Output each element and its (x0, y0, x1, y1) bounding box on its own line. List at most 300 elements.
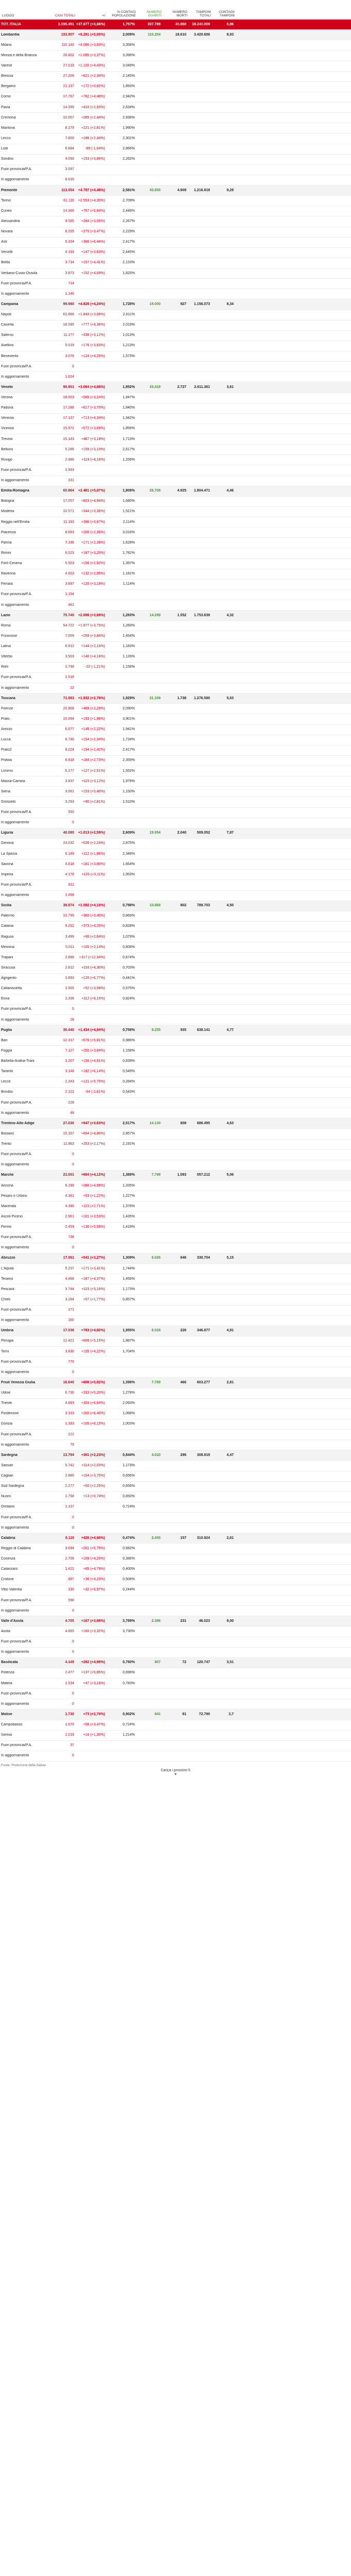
delta-cell: +159 (+3,10%) (81, 447, 105, 451)
province-row[interactable] (0, 1440, 351, 1450)
cases-cell: 0 (72, 1163, 74, 1167)
province-row[interactable] (0, 787, 351, 797)
region-row[interactable] (0, 1171, 351, 1181)
header-ratio[interactable]: CONTAGI/ TAMPONI (219, 10, 235, 18)
cases-cell: 3.061 (65, 789, 74, 793)
province-row[interactable] (0, 351, 351, 362)
province-row[interactable] (0, 911, 351, 922)
province-row[interactable] (0, 72, 351, 82)
cases-cell: 90.901 (63, 385, 74, 389)
place-cell: Avellino (1, 344, 14, 348)
province-row[interactable] (0, 1482, 351, 1492)
province-row[interactable] (0, 165, 351, 175)
province-row[interactable] (0, 403, 351, 414)
place-cell: Torino (1, 198, 11, 202)
delta-cell: -89 (-1,04%) (85, 147, 105, 151)
pct-cell: 0,724% (122, 1505, 135, 1509)
province-row[interactable] (0, 559, 351, 569)
province-row[interactable] (0, 1077, 351, 1088)
province-row[interactable] (0, 1554, 351, 1565)
region-row[interactable] (0, 1450, 351, 1461)
place-cell: Pesaro e Urbino (1, 1194, 27, 1198)
province-row[interactable] (0, 1005, 351, 1015)
province-row[interactable] (0, 50, 351, 61)
header-deaths[interactable]: NUMERO MORTI (172, 10, 187, 18)
pct-cell: 0,474% (122, 1536, 135, 1540)
deaths-cell: 4.925 (177, 489, 186, 493)
province-row[interactable] (0, 984, 351, 994)
region-row[interactable] (0, 1326, 351, 1336)
province-row[interactable] (0, 1502, 351, 1513)
province-row[interactable] (0, 963, 351, 973)
pct-cell: 1,680% (122, 499, 135, 503)
province-row[interactable] (0, 569, 351, 580)
pct-cell: 1,114% (122, 582, 135, 586)
delta-cell: +104 (+3,75%) (81, 1474, 105, 1478)
province-row[interactable] (0, 434, 351, 445)
cases-cell: 13.794 (63, 1453, 74, 1457)
province-row[interactable] (0, 320, 351, 331)
place-cell: Umbria (1, 1329, 14, 1333)
pct-cell: 2,301% (122, 136, 135, 140)
pct-cell: 1,990% (122, 126, 135, 130)
pct-cell: 1,158% (122, 665, 135, 669)
region-row[interactable] (0, 1025, 351, 1036)
province-row[interactable] (0, 642, 351, 652)
province-row[interactable] (0, 424, 351, 434)
ratio-cell: 2,81 (226, 1380, 234, 1384)
delta-cell: +762 (+4,48%) (81, 95, 105, 99)
cases-cell: 3.873 (65, 271, 74, 275)
header-delta[interactable]: +/- (102, 14, 106, 18)
province-row[interactable] (0, 1223, 351, 1233)
province-row[interactable] (0, 289, 351, 299)
delta-cell: +284 (+3,05%) (81, 219, 105, 223)
cases-cell: 770 (68, 1360, 74, 1364)
province-row[interactable] (0, 1523, 351, 1533)
province-row[interactable] (0, 600, 351, 611)
province-row[interactable] (0, 1067, 351, 1077)
place-cell: In aggiornamento (1, 1318, 29, 1323)
province-row[interactable] (0, 1399, 351, 1409)
region-row[interactable] (0, 1118, 351, 1129)
province-row[interactable] (0, 1648, 351, 1658)
province-row[interactable] (0, 1357, 351, 1367)
region-row[interactable] (0, 185, 351, 196)
province-row[interactable] (0, 652, 351, 663)
province-row[interactable] (0, 258, 351, 268)
region-row[interactable] (0, 901, 351, 911)
province-row[interactable] (0, 663, 351, 673)
province-row[interactable] (0, 1409, 351, 1419)
cases-cell: 17.137 (63, 416, 74, 420)
province-row[interactable] (0, 517, 351, 528)
place-cell: Brindisi (1, 1090, 13, 1094)
header-cases[interactable]: CASI TOTALI (55, 14, 75, 18)
pct-cell: 0,869% (122, 914, 135, 918)
province-row[interactable] (0, 839, 351, 849)
province-row[interactable] (0, 341, 351, 351)
province-row[interactable] (0, 859, 351, 870)
province-row[interactable] (0, 1461, 351, 1471)
province-row[interactable] (0, 1347, 351, 1357)
province-row[interactable] (0, 133, 351, 144)
province-row[interactable] (0, 1015, 351, 1025)
place-cell: Asti (1, 240, 7, 244)
delta-cell: +200 (+2,36%) (81, 530, 105, 534)
province-row[interactable] (0, 1668, 351, 1679)
province-row[interactable] (0, 155, 351, 165)
province-row[interactable] (0, 714, 351, 724)
province-row[interactable] (0, 922, 351, 932)
province-row[interactable] (0, 455, 351, 465)
cases-cell: 11.193 (63, 520, 74, 524)
province-row[interactable] (0, 1264, 351, 1274)
cases-cell: 7.336 (65, 540, 74, 545)
province-row[interactable] (0, 880, 351, 890)
pct-cell: 0,682% (122, 1546, 135, 1550)
province-row[interactable] (0, 953, 351, 963)
recovered-cell: 26.708 (149, 489, 161, 493)
province-row[interactable] (0, 580, 351, 590)
province-row[interactable] (0, 1274, 351, 1284)
ratio-cell: 5,15 (226, 1256, 234, 1260)
province-row[interactable] (0, 1046, 351, 1056)
province-row[interactable] (0, 268, 351, 279)
delta-cell: +676 (+5,81%) (81, 1038, 105, 1042)
province-row[interactable] (0, 1565, 351, 1575)
province-row[interactable] (0, 1513, 351, 1523)
province-row[interactable] (0, 144, 351, 155)
pct-cell: 1,521% (122, 510, 135, 514)
cases-cell: 0 (72, 821, 74, 825)
pct-cell: 0,696% (122, 1671, 135, 1675)
region-row[interactable] (0, 1378, 351, 1388)
tests-cell: 1.804.471 (194, 489, 210, 493)
region-row[interactable] (0, 611, 351, 621)
cases-cell: 6.677 (65, 727, 74, 732)
province-row[interactable] (0, 248, 351, 258)
province-row[interactable] (0, 1637, 351, 1648)
province-row[interactable] (0, 1699, 351, 1709)
province-row[interactable] (0, 40, 351, 50)
place-cell: Bolzano (1, 1131, 14, 1136)
region-row[interactable] (0, 1533, 351, 1544)
pct-cell: 1,852% (122, 385, 135, 389)
place-cell: Campania (1, 302, 19, 306)
province-row[interactable] (0, 1243, 351, 1253)
province-row[interactable] (0, 1471, 351, 1482)
province-row[interactable] (0, 1419, 351, 1430)
province-row[interactable] (0, 113, 351, 123)
province-row[interactable] (0, 476, 351, 486)
province-row[interactable] (0, 123, 351, 133)
place-cell: Viterbo (1, 655, 13, 659)
province-row[interactable] (0, 1626, 351, 1637)
delta-cell: +167 (+3,68%) (81, 1619, 105, 1623)
place-cell: Prato2 (1, 748, 12, 752)
province-row[interactable] (0, 1596, 351, 1606)
province-row[interactable] (0, 1295, 351, 1305)
pct-cell: 0,244% (122, 1588, 135, 1592)
province-row[interactable] (0, 196, 351, 206)
place-cell: Brescia (1, 74, 13, 78)
ratio-cell: 5,63 (226, 696, 234, 700)
province-row[interactable] (0, 818, 351, 828)
province-row[interactable] (0, 704, 351, 714)
pct-cell: 0,806% (122, 945, 135, 949)
header-recovered[interactable]: NUMERO GUARITI (147, 10, 162, 18)
province-row[interactable] (0, 1751, 351, 1761)
province-row[interactable] (0, 465, 351, 476)
province-row[interactable] (0, 175, 351, 185)
province-row[interactable] (0, 331, 351, 341)
recovered-cell: 7.798 (151, 1173, 161, 1177)
delta-cell: +608 (+5,02%) (81, 1380, 105, 1384)
cases-cell: 461 (68, 603, 74, 607)
province-row[interactable] (0, 1689, 351, 1699)
delta-cell: +13 (+0,74%) (83, 1495, 105, 1499)
recovered-cell: 21.109 (149, 696, 161, 700)
province-row[interactable] (0, 797, 351, 807)
province-row[interactable] (0, 1181, 351, 1191)
province-row[interactable] (0, 61, 351, 72)
place-cell: Bergamo (1, 84, 16, 89)
province-row[interactable] (0, 1606, 351, 1616)
cases-cell: 598 (68, 1598, 74, 1602)
delta-cell: +127 (+2,51%) (81, 769, 105, 773)
province-row[interactable] (0, 82, 351, 92)
province-row[interactable] (0, 445, 351, 455)
cases-cell: 27.206 (63, 74, 74, 78)
province-row[interactable] (0, 590, 351, 600)
region-row[interactable] (0, 1253, 351, 1264)
province-row[interactable] (0, 1367, 351, 1378)
province-row[interactable] (0, 808, 351, 818)
province-row[interactable] (0, 776, 351, 787)
province-row[interactable] (0, 1575, 351, 1585)
province-row[interactable] (0, 1150, 351, 1160)
province-row[interactable] (0, 974, 351, 984)
province-row[interactable] (0, 1057, 351, 1067)
cases-cell: 3.333 (65, 1412, 74, 1416)
province-row[interactable] (0, 1088, 351, 1098)
region-row[interactable] (0, 1709, 351, 1720)
province-row[interactable] (0, 216, 351, 227)
province-row[interactable] (0, 756, 351, 766)
province-row[interactable] (0, 1731, 351, 1741)
province-row[interactable] (0, 548, 351, 558)
cases-cell: 61.866 (63, 313, 74, 317)
province-row[interactable] (0, 1336, 351, 1347)
province-row[interactable] (0, 1098, 351, 1108)
cases-cell: 4.178 (65, 872, 74, 876)
place-cell: Sud Sardegna (1, 1484, 24, 1488)
delta-cell: +50 (+2,25%) (83, 1484, 105, 1488)
province-row[interactable] (0, 1140, 351, 1150)
pct-cell: 1,942% (122, 416, 135, 420)
place-cell: Lecce (1, 1080, 11, 1084)
province-row[interactable] (0, 683, 351, 693)
place-cell: Vicenza (1, 427, 14, 431)
province-row[interactable] (0, 1233, 351, 1243)
pct-cell: 1,456% (122, 1277, 135, 1281)
region-row[interactable] (0, 828, 351, 839)
province-row[interactable] (0, 932, 351, 942)
cases-cell: 6.730 (65, 1391, 74, 1395)
province-row[interactable] (0, 994, 351, 1005)
province-row[interactable] (0, 891, 351, 901)
place-cell: Fuori provincia/P.A. (1, 1432, 32, 1436)
pct-cell: 0,441% (122, 976, 135, 980)
province-row[interactable] (0, 238, 351, 248)
cases-cell: 0 (72, 1007, 74, 1011)
cases-cell: 2.980 (65, 457, 74, 462)
header-tests[interactable]: TAMPONI TOTALI (196, 10, 211, 18)
delta-cell: +396 (+3,67%) (81, 520, 105, 524)
place-cell: Bari (1, 1038, 8, 1042)
cases-cell: 4.603 (65, 572, 74, 576)
province-row[interactable] (0, 1284, 351, 1295)
province-row[interactable] (0, 673, 351, 683)
province-row[interactable] (0, 1212, 351, 1222)
header-pct[interactable]: % CONTAGI POPOLAZIONE (112, 10, 136, 18)
cases-cell: 17.061 (63, 1256, 74, 1260)
province-row[interactable] (0, 206, 351, 216)
region-row[interactable] (0, 30, 351, 40)
province-row[interactable] (0, 507, 351, 517)
pct-cell: 0,386% (122, 1557, 135, 1561)
province-row[interactable] (0, 279, 351, 289)
recovered-cell: 14.289 (149, 613, 161, 617)
region-row[interactable] (0, 693, 351, 704)
place-cell: In aggiornamento (1, 821, 29, 825)
province-row[interactable] (0, 92, 351, 103)
place-cell: Fuori provincia/P.A. (1, 1235, 32, 1240)
province-row[interactable] (0, 1544, 351, 1554)
province-row[interactable] (0, 870, 351, 880)
cases-cell: 18.595 (63, 323, 74, 327)
delta-cell: +338 (+3,12%) (81, 333, 105, 337)
province-row[interactable] (0, 1108, 351, 1118)
province-row[interactable] (0, 414, 351, 424)
province-row[interactable] (0, 849, 351, 859)
province-row[interactable] (0, 1201, 351, 1212)
province-row[interactable] (0, 393, 351, 403)
province-row[interactable] (0, 538, 351, 548)
province-row[interactable] (0, 766, 351, 776)
cases-cell: 8.663 (65, 530, 74, 534)
cases-cell: 15.167 (63, 1131, 74, 1136)
province-row[interactable] (0, 621, 351, 631)
place-cell: Pordenone (1, 1412, 19, 1416)
province-row[interactable] (0, 745, 351, 756)
delta-cell: +1.434 (+4,94%) (78, 1028, 105, 1032)
pct-cell: 2,417% (122, 240, 135, 244)
cases-cell: 27.019 (63, 64, 74, 68)
place-cell: Lodi (1, 147, 8, 151)
province-row[interactable] (0, 103, 351, 113)
province-row[interactable] (0, 1036, 351, 1046)
delta-cell: +373 (+4,20%) (81, 924, 105, 928)
province-row[interactable] (0, 310, 351, 320)
place-cell: Fuori provincia/P.A. (1, 1598, 32, 1602)
region-row[interactable] (0, 299, 351, 310)
cases-cell: 6.812 (65, 645, 74, 649)
province-row[interactable] (0, 1160, 351, 1171)
cases-cell: 1.096.451 (58, 22, 74, 26)
place-cell: Trento (1, 1142, 11, 1146)
delta-cell: +200 (+6,40%) (81, 1412, 105, 1416)
province-row[interactable] (0, 1492, 351, 1502)
province-row[interactable] (0, 1316, 351, 1326)
province-row[interactable] (0, 1129, 351, 1139)
province-row[interactable] (0, 1741, 351, 1751)
region-row[interactable] (0, 1658, 351, 1668)
header-place[interactable]: LUOGO (2, 14, 14, 18)
load-more-button[interactable] (0, 1769, 351, 1776)
province-row[interactable] (0, 1679, 351, 1689)
province-row[interactable] (0, 497, 351, 507)
region-row[interactable] (0, 486, 351, 497)
region-row[interactable] (0, 382, 351, 393)
province-row[interactable] (0, 1430, 351, 1440)
tests-cell: 509.052 (197, 831, 210, 835)
delta-cell: +157 (+4,41%) (81, 261, 105, 265)
pct-cell: 1,397% (122, 562, 135, 566)
cases-cell: 0 (72, 1702, 74, 1706)
province-row[interactable] (0, 362, 351, 372)
place-cell: Calabria (1, 1536, 15, 1540)
province-row[interactable] (0, 528, 351, 538)
cases-cell: 5.177 (65, 769, 74, 773)
province-row[interactable] (0, 1388, 351, 1399)
place-cell: Cuneo (1, 209, 12, 213)
place-cell: Savona (1, 862, 13, 866)
cases-cell: 222 (68, 1432, 74, 1436)
province-row[interactable] (0, 1306, 351, 1316)
province-row[interactable] (0, 227, 351, 238)
deaths-cell: 802 (180, 904, 186, 908)
delta-cell: +121 (+5,70%) (81, 1080, 105, 1084)
cases-cell: 10.057 (63, 115, 74, 120)
place-cell: Trieste (1, 1401, 12, 1405)
place-cell: Roma (1, 623, 11, 628)
cases-cell: 9.252 (65, 924, 74, 928)
cases-cell: 331 (68, 479, 74, 483)
province-row[interactable] (0, 942, 351, 953)
province-row[interactable] (0, 372, 351, 382)
delta-cell: +57 (+1,77%) (83, 1297, 105, 1301)
province-row[interactable] (0, 735, 351, 745)
place-cell: Ancona (1, 1183, 13, 1188)
province-row[interactable] (0, 1720, 351, 1731)
delta-cell: +36 (+4,23%) (83, 1578, 105, 1582)
delta-cell: +541 (+3,27%) (81, 1256, 105, 1260)
region-row[interactable] (0, 1616, 351, 1626)
province-row[interactable] (0, 631, 351, 641)
place-cell: In aggiornamento (1, 1754, 29, 1758)
delta-cell: +426 (+4,60%) (81, 1536, 105, 1540)
place-cell: Isernia (1, 1733, 12, 1737)
province-row[interactable] (0, 1191, 351, 1201)
delta-cell: +2.553 (+4,35%) (78, 198, 105, 202)
province-row[interactable] (0, 1585, 351, 1596)
province-row[interactable] (0, 725, 351, 735)
delta-cell: +344 (+3,36%) (81, 510, 105, 514)
total-row[interactable] (0, 20, 351, 30)
pct-cell: 1,704% (122, 1349, 135, 1353)
